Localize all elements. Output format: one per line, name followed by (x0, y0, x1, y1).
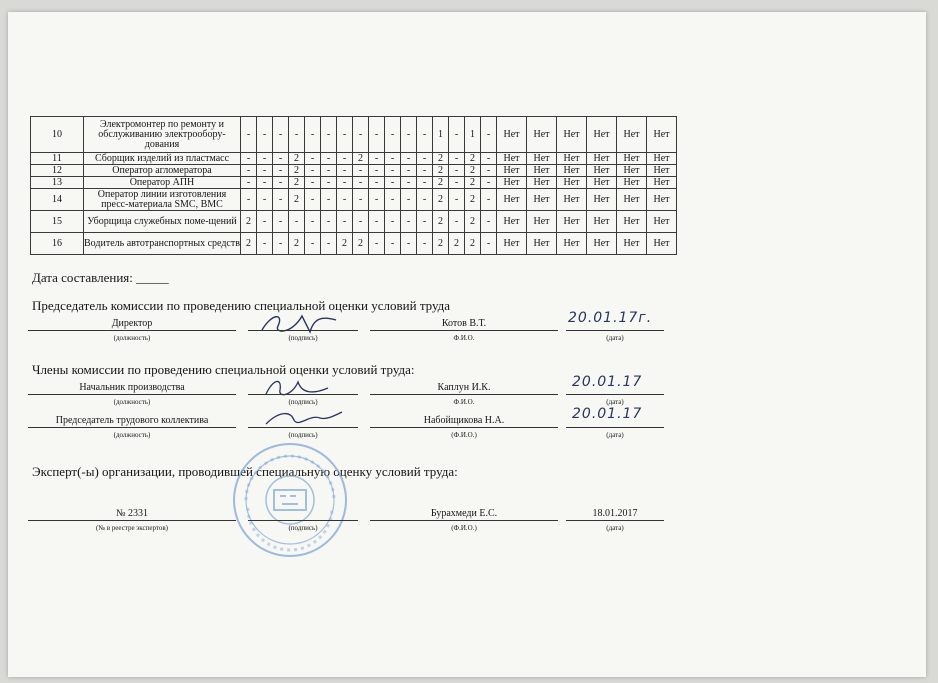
expert-signature-line (248, 520, 358, 521)
factor-class-cell: - (257, 177, 273, 189)
table-row (31, 177, 677, 189)
guarantee-cell: Нет (557, 177, 587, 189)
chairman-name-caption: Ф.И.О. (453, 334, 475, 342)
guarantee-cell: Нет (617, 189, 647, 211)
chairman-date-caption: (дата) (606, 334, 624, 342)
guarantee-cell: Нет (497, 233, 527, 255)
profession-name-cell: Сборщик изделий из пластмасс (84, 153, 241, 165)
guarantee-cell: Нет (497, 165, 527, 177)
factor-class-cell: 2 (465, 189, 481, 211)
factor-class-cell: - (481, 117, 497, 153)
factor-class-cell: 2 (433, 189, 449, 211)
table-row (31, 165, 677, 177)
factor-class-cell: 2 (465, 211, 481, 233)
factor-class-cell: 2 (289, 189, 305, 211)
guarantee-cell: Нет (527, 165, 557, 177)
members-section-title: Члены комиссии по проведению специальной оценки условий труда: (32, 362, 415, 377)
factor-class-cell: - (417, 233, 433, 255)
factor-class-cell: - (241, 153, 257, 165)
factor-class-cell: - (305, 233, 321, 255)
guarantee-cell: Нет (557, 165, 587, 177)
member-2-date-line (566, 427, 664, 428)
member-1-position-caption: (должность) (113, 398, 151, 406)
guarantee-cell: Нет (647, 117, 677, 153)
factor-class-cell: 2 (289, 177, 305, 189)
factor-class-cell: - (417, 177, 433, 189)
factor-class-cell: - (273, 153, 289, 165)
factor-class-cell: - (257, 165, 273, 177)
member-2-position: Председатель трудового коллектива (55, 415, 209, 426)
row-number-cell: 14 (31, 189, 84, 211)
factor-class-cell: - (337, 211, 353, 233)
factor-class-cell: - (273, 165, 289, 177)
factor-class-cell: 2 (465, 177, 481, 189)
factor-class-cell: - (321, 153, 337, 165)
member-1-date-line (566, 394, 664, 395)
factor-class-cell: - (481, 189, 497, 211)
factor-class-cell: - (337, 165, 353, 177)
guarantee-cell: Нет (617, 211, 647, 233)
factor-class-cell: - (401, 233, 417, 255)
row-number-cell: 15 (31, 211, 84, 233)
factor-class-cell: - (401, 165, 417, 177)
factor-class-cell: - (401, 211, 417, 233)
factor-class-cell: - (321, 177, 337, 189)
factor-class-cell: - (241, 189, 257, 211)
factor-class-cell: - (385, 189, 401, 211)
factor-class-cell: - (417, 153, 433, 165)
factor-class-cell: - (289, 211, 305, 233)
date-compiled-label: Дата составления: (32, 270, 133, 285)
factor-class-cell: 2 (337, 233, 353, 255)
member-2-date-caption: (дата) (606, 431, 624, 439)
factor-class-cell: - (305, 153, 321, 165)
guarantee-cell: Нет (557, 153, 587, 165)
factor-class-cell: - (401, 153, 417, 165)
factor-class-cell: - (369, 177, 385, 189)
member-1-name: Каплун И.К. (437, 382, 491, 393)
factor-class-cell: - (353, 117, 369, 153)
row-number-cell: 11 (31, 153, 84, 165)
guarantee-cell: Нет (647, 233, 677, 255)
factor-class-cell: - (257, 233, 273, 255)
table-row (31, 117, 677, 153)
factor-class-cell: - (305, 189, 321, 211)
factor-class-cell: - (449, 177, 465, 189)
factor-class-cell: - (289, 117, 305, 153)
member-1-signature (258, 374, 348, 400)
factor-class-cell: - (321, 189, 337, 211)
factor-class-cell: - (369, 233, 385, 255)
factor-class-cell: - (385, 177, 401, 189)
guarantee-cell: Нет (617, 117, 647, 153)
factor-class-cell: 2 (433, 165, 449, 177)
factor-class-cell: - (449, 153, 465, 165)
member-2-name: Набойщикова Н.А. (423, 415, 505, 426)
factor-class-cell: - (401, 177, 417, 189)
factor-class-cell: - (353, 177, 369, 189)
guarantee-cell: Нет (587, 117, 617, 153)
factor-class-cell: - (481, 233, 497, 255)
guarantee-cell: Нет (557, 189, 587, 211)
factor-class-cell: 2 (465, 165, 481, 177)
assessment-table (30, 116, 677, 255)
factor-class-cell: 2 (449, 233, 465, 255)
guarantee-cell: Нет (587, 233, 617, 255)
row-number-cell: 16 (31, 233, 84, 255)
factor-class-cell: - (481, 177, 497, 189)
profession-name-cell: Оператор линии изготовления пресс-материала SMC, BMC (84, 189, 241, 211)
factor-class-cell: - (385, 117, 401, 153)
factor-class-cell: - (273, 211, 289, 233)
guarantee-cell: Нет (617, 233, 647, 255)
member-2-position-line (28, 427, 236, 428)
factor-class-cell: - (257, 117, 273, 153)
factor-class-cell: - (385, 211, 401, 233)
expert-section-title: Эксперт(-ы) организации, проводившей специальную оценку условий труда: (32, 464, 458, 479)
factor-class-cell: 2 (353, 153, 369, 165)
factor-class-cell: - (241, 177, 257, 189)
chairman-position-caption: (должность) (113, 334, 151, 342)
member-2-signature (260, 406, 350, 432)
factor-class-cell: - (417, 211, 433, 233)
factor-class-cell: 2 (433, 211, 449, 233)
factor-class-cell: - (257, 211, 273, 233)
table-row (31, 189, 677, 211)
factor-class-cell: - (401, 117, 417, 153)
factor-class-cell: 1 (465, 117, 481, 153)
guarantee-cell: Нет (647, 211, 677, 233)
member-2-signature-caption: (подпись) (288, 431, 318, 439)
factor-class-cell: - (417, 189, 433, 211)
profession-name-cell: Водитель автотранспортных средств (84, 233, 241, 255)
guarantee-cell: Нет (617, 165, 647, 177)
guarantee-cell: Нет (527, 211, 557, 233)
factor-class-cell: 1 (433, 117, 449, 153)
factor-class-cell: - (481, 153, 497, 165)
factor-class-cell: 2 (289, 165, 305, 177)
guarantee-cell: Нет (497, 117, 527, 153)
member-2-signature-line (248, 427, 358, 428)
date-compiled-line (32, 270, 169, 286)
member-2-position-caption: (должность) (113, 431, 151, 439)
factor-class-cell: - (369, 165, 385, 177)
chairman-section-title: Председатель комиссии по проведению специальной оценки условий труда (32, 298, 451, 313)
factor-class-cell: - (305, 211, 321, 233)
guarantee-cell: Нет (587, 165, 617, 177)
row-number-cell: 13 (31, 177, 84, 189)
factor-class-cell: - (321, 211, 337, 233)
factor-class-cell: - (369, 189, 385, 211)
chairman-name-line (370, 330, 558, 331)
factor-class-cell: 2 (289, 233, 305, 255)
guarantee-cell: Нет (527, 233, 557, 255)
factor-class-cell: - (417, 117, 433, 153)
factor-class-cell: 2 (465, 153, 481, 165)
factor-class-cell: - (449, 189, 465, 211)
guarantee-cell: Нет (497, 177, 527, 189)
expert-date-line (566, 520, 664, 521)
profession-name-cell: Электромонтер по ремонту и обслуживанию электрообору-дования (84, 117, 241, 153)
factor-class-cell: - (321, 233, 337, 255)
factor-class-cell: - (273, 117, 289, 153)
guarantee-cell: Нет (497, 153, 527, 165)
factor-class-cell: - (369, 211, 385, 233)
guarantee-cell: Нет (647, 177, 677, 189)
guarantee-cell: Нет (557, 117, 587, 153)
guarantee-cell: Нет (587, 177, 617, 189)
factor-class-cell: - (401, 189, 417, 211)
guarantee-cell: Нет (617, 177, 647, 189)
factor-class-cell: - (305, 165, 321, 177)
factor-class-cell: - (257, 153, 273, 165)
factor-class-cell: - (273, 177, 289, 189)
expert-registry-caption: (№ в реестре экспертов) (95, 524, 168, 532)
profession-name-cell: Оператор АПН (84, 177, 241, 189)
guarantee-cell: Нет (587, 189, 617, 211)
factor-class-cell: - (241, 165, 257, 177)
expert-name-caption: (Ф.И.О.) (451, 524, 477, 532)
factor-class-cell: - (449, 117, 465, 153)
chairman-signature-line (248, 330, 358, 331)
guarantee-cell: Нет (497, 189, 527, 211)
member-1-signature-line (248, 394, 358, 395)
factor-class-cell: - (369, 153, 385, 165)
factor-class-cell: - (385, 165, 401, 177)
factor-class-cell: - (449, 165, 465, 177)
guarantee-cell: Нет (527, 189, 557, 211)
factor-class-cell: - (369, 117, 385, 153)
profession-name-cell: Уборщица служебных поме-щений (84, 211, 241, 233)
guarantee-cell: Нет (617, 153, 647, 165)
table-row (31, 153, 677, 165)
organization-stamp (230, 440, 350, 560)
factor-class-cell: - (321, 117, 337, 153)
table-row (31, 233, 677, 255)
table-row (31, 211, 677, 233)
factor-class-cell: - (273, 189, 289, 211)
expert-name-line (370, 520, 558, 521)
chairman-signature-caption: (подпись) (288, 334, 318, 342)
guarantee-cell: Нет (647, 165, 677, 177)
guarantee-cell: Нет (557, 211, 587, 233)
expert-signature-caption: (подпись) (288, 524, 318, 532)
factor-class-cell: - (337, 117, 353, 153)
factor-class-cell: - (353, 211, 369, 233)
guarantee-cell: Нет (647, 153, 677, 165)
expert-registry-line (28, 520, 236, 521)
factor-class-cell: 2 (241, 233, 257, 255)
chairman-date-line (566, 330, 664, 331)
guarantee-cell: Нет (497, 211, 527, 233)
factor-class-cell: - (257, 189, 273, 211)
expert-date-caption: (дата) (606, 524, 624, 532)
member-1-name-caption: Ф.И.О. (453, 398, 475, 406)
factor-class-cell: 2 (433, 153, 449, 165)
date-compiled-value: _____ (136, 270, 169, 285)
factor-class-cell: - (353, 189, 369, 211)
row-number-cell: 12 (31, 165, 84, 177)
assessment-table-body (31, 117, 677, 255)
member-2-date: 20.01.17 (572, 406, 643, 422)
member-1-position: Начальник производства (79, 382, 185, 393)
chairman-name: Котов В.Т. (441, 318, 487, 329)
factor-class-cell: - (337, 177, 353, 189)
member-1-name-line (370, 394, 558, 395)
expert-name: Бурахмеди Е.С. (430, 508, 498, 519)
member-1-date: 20.01.17 (572, 374, 643, 390)
guarantee-cell: Нет (527, 153, 557, 165)
factor-class-cell: - (353, 165, 369, 177)
factor-class-cell: - (273, 233, 289, 255)
factor-class-cell: - (337, 153, 353, 165)
factor-class-cell: - (305, 117, 321, 153)
row-number-cell: 10 (31, 117, 84, 153)
factor-class-cell: - (305, 177, 321, 189)
member-1-date-caption: (дата) (606, 398, 624, 406)
factor-class-cell: 2 (289, 153, 305, 165)
factor-class-cell: - (481, 211, 497, 233)
guarantee-cell: Нет (527, 117, 557, 153)
factor-class-cell: 2 (433, 177, 449, 189)
factor-class-cell: - (481, 165, 497, 177)
chairman-date: 20.01.17г. (568, 310, 653, 326)
factor-class-cell: 2 (353, 233, 369, 255)
chairman-position: Директор (111, 318, 153, 329)
factor-class-cell: - (385, 233, 401, 255)
member-1-signature-caption: (подпись) (288, 398, 318, 406)
member-2-name-caption: (Ф.И.О.) (451, 431, 477, 439)
guarantee-cell: Нет (587, 211, 617, 233)
factor-class-cell: 2 (465, 233, 481, 255)
factor-class-cell: 2 (241, 211, 257, 233)
expert-registry-number: № 2331 (115, 508, 149, 519)
guarantee-cell: Нет (557, 233, 587, 255)
guarantee-cell: Нет (587, 153, 617, 165)
member-1-position-line (28, 394, 236, 395)
chairman-position-line (28, 330, 236, 331)
factor-class-cell: 2 (433, 233, 449, 255)
document-page (8, 12, 926, 677)
factor-class-cell: - (449, 211, 465, 233)
factor-class-cell: - (241, 117, 257, 153)
factor-class-cell: - (337, 189, 353, 211)
guarantee-cell: Нет (527, 177, 557, 189)
profession-name-cell: Оператор агломератора (84, 165, 241, 177)
member-2-name-line (370, 427, 558, 428)
factor-class-cell: - (417, 165, 433, 177)
factor-class-cell: - (321, 165, 337, 177)
expert-date: 18.01.2017 (592, 508, 638, 519)
guarantee-cell: Нет (647, 189, 677, 211)
factor-class-cell: - (385, 153, 401, 165)
